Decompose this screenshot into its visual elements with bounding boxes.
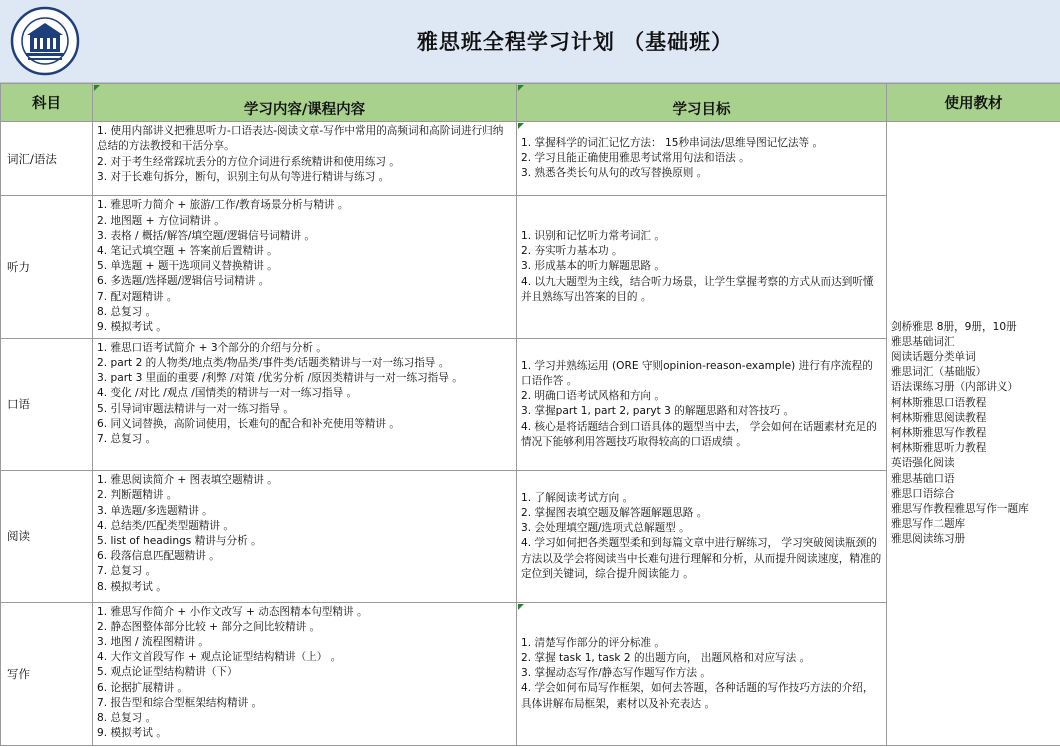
goal-line: 2. 夯实听力基本功 。 (521, 245, 623, 258)
content-line: 1. 雅思写作简介 + 小作文改写 + 动态图精本句型精讲 。 (97, 605, 368, 618)
book-item: 柯林斯雅思写作教程 (891, 426, 987, 439)
goal-line: 4. 核心是将话题结合到口语具体的题型当中去， 学会如何在话题素材充足的情况下能够利用答题技巧取得较高的口语成绩 。 (521, 420, 877, 448)
content-line: 9. 模拟考试 。 (97, 727, 167, 740)
content-line: 9. 模拟考试 。 (97, 320, 167, 333)
content-line: 2. 判断题精讲 。 (97, 489, 178, 502)
content-line: 1. 雅思口语考试简介 + 3个部分的介绍与分析 。 (97, 341, 327, 354)
university-seal-icon (10, 6, 80, 76)
book-item: 雅思词汇（基础版） (891, 366, 987, 379)
content-line: 7. 报告型和综合型框架结构精讲 。 (97, 696, 263, 709)
content-line: 4. 大作文首段写作 + 观点论证型结构精讲（上） 。 (97, 651, 342, 664)
content-line: 7. 总复习 。 (97, 432, 157, 445)
content-line: 3. 对于长难句拆分，断句，识别主句从句等进行精讲与练习 。 (97, 170, 390, 183)
goal-line: 3. 形成基本的听力解题思路 。 (521, 260, 665, 273)
table-row (1, 122, 1060, 196)
content-line: 5. 单选题 + 题干选项同义替换精讲 。 (97, 260, 278, 273)
book-item: 雅思写作教程雅思写作一题库 (891, 502, 1029, 515)
content-line: 3. 单选题/多选题精讲 。 (97, 504, 213, 517)
content-cell (93, 602, 517, 745)
content-line: 6. 多选题/选择题/逻辑信号词精讲 。 (97, 275, 270, 288)
goal-cell (517, 122, 887, 196)
book-item: 语法课练习册（内部讲义） (891, 381, 1019, 394)
content-line: 4. 变化 /对比 /观点 /国情类的精讲与一对一练习指导 。 (97, 387, 358, 400)
goal-line: 1. 识别和记忆听力常考词汇 。 (521, 230, 665, 243)
book-item: 雅思口语综合 (891, 487, 955, 500)
book-item: 柯林斯雅思阅读教程 (891, 411, 987, 424)
content-line: 7. 总复习 。 (97, 565, 157, 578)
study-plan-table (0, 83, 1060, 746)
goal-line: 3. 会处理填空题/选项式总解题型 。 (521, 522, 690, 535)
content-cell (93, 338, 517, 470)
books-cell (887, 122, 1060, 746)
goal-line: 3. 熟悉各类长句从句的改写替换原则 。 (521, 167, 708, 180)
content-line: 1. 使用内部讲义把雅思听力-口语表达-阅读文章-写作中常用的高频词和高阶词进行归纳总结的方法教授和干活分享。 (97, 125, 504, 153)
content-line: 4. 笔记式填空题 + 答案前后置精讲 。 (97, 244, 278, 257)
content-line: 8. 总复习 。 (97, 711, 157, 724)
goal-line: 4. 学习如何把各类题型柔和到每篇文章中进行解练习， 学习突破阅读瓶颈的方法以及学会将阅读当中长难句进行理解和分析，从而提升阅读速度，精准的定位到关键词，综合提升阅读能力 。 (521, 537, 882, 580)
column-header-books: 使用教材 (887, 84, 1060, 122)
column-header-content: 学习内容/课程内容 (93, 84, 517, 122)
content-line: 3. 表格 / 概括/解答/填空题/逻辑信号词精讲 。 (97, 229, 315, 242)
content-cell (93, 122, 517, 196)
table-header-row (1, 84, 1060, 122)
content-line: 2. part 2 的人物类/地点类/物品类/事件类/话题类精讲与一对一练习指导 。 (97, 356, 450, 369)
goal-line: 2. 学习且能正确使用雅思考试常用句法和语法 。 (521, 152, 750, 165)
goal-cell (517, 338, 887, 470)
content-line: 8. 模拟考试 。 (97, 580, 167, 593)
content-line: 6. 论据扩展精讲 。 (97, 681, 188, 694)
goal-line: 3. 掌握动态写作/静态写作题写作方法 。 (521, 667, 711, 680)
goal-line: 3. 掌握part 1, part 2, paryt 3 的解题思路和对答技巧 。 (521, 405, 795, 418)
content-cell (93, 196, 517, 338)
goal-cell (517, 196, 887, 338)
content-line: 5. 观点论证型结构精讲（下） (97, 666, 238, 679)
book-item: 柯林斯雅思口语教程 (891, 396, 987, 409)
goal-line: 2. 明确口语考试风格和方向 。 (521, 390, 665, 403)
goal-line: 4. 以九大题型为主线，结合听力场景，让学生掌握考察的方式从而达到听懂并且熟练写出答案的目的 。 (521, 275, 874, 303)
goal-line: 1. 学习并熟练运用 (ORE 守则opinion-reason-example) 进行有序流程的口语作答 。 (521, 359, 873, 388)
content-line: 1. 雅思听力简介 + 旅游/工作/教育场景分析与精讲 。 (97, 199, 349, 212)
subject-cell: 口语 (1, 338, 93, 470)
page-title: 雅思班全程学习计划 （基础班） (416, 30, 734, 54)
book-item: 剑桥雅思 8册，9册，10册 (891, 320, 1017, 333)
subject-cell: 阅读 (1, 471, 93, 602)
book-item: 英语强化阅读 (891, 457, 955, 470)
goal-line: 1. 清楚写作部分的评分标准 。 (521, 636, 665, 649)
column-header-subject: 科目 (1, 84, 93, 122)
content-cell (93, 471, 517, 602)
content-line: 5. list of headings 精讲与分析 。 (97, 534, 262, 547)
title-bar (0, 0, 1060, 83)
goal-line: 2. 掌握 task 1, task 2 的出题方向， 出题风格和对应写法 。 (521, 651, 811, 664)
book-item: 雅思写作二题库 (891, 518, 966, 531)
content-line: 2. 对于考生经常踩坑丢分的方位介词进行系统精讲和使用练习 。 (97, 155, 400, 168)
content-line: 8. 总复习 。 (97, 305, 157, 318)
content-line: 6. 段落信息匹配题精讲 。 (97, 550, 220, 563)
content-line: 2. 地图题 + 方位词精讲 。 (97, 214, 225, 227)
content-line: 7. 配对题精讲 。 (97, 290, 178, 303)
book-item: 雅思基础口语 (891, 472, 955, 485)
subject-cell: 写作 (1, 602, 93, 745)
content-line: 4. 总结类/匹配类型题精讲 。 (97, 519, 234, 532)
column-header-goal: 学习目标 (517, 84, 887, 122)
content-line: 1. 雅思阅读简介 + 图表填空题精讲 。 (97, 474, 278, 487)
book-item: 雅思阅读练习册 (891, 533, 966, 546)
book-item: 柯林斯雅思听力教程 (891, 442, 987, 455)
content-line: 3. 地图 / 流程图精讲 。 (97, 635, 209, 648)
goal-cell (517, 471, 887, 602)
content-line: 6. 同义词替换，高阶词使用，长难句的配合和补充使用等精讲 。 (97, 417, 400, 430)
content-line: 3. part 3 里面的重要 /利弊 /对策 /优劣分析 /原因类精讲与一对一练习指导 。 (97, 372, 463, 385)
goal-line: 4. 学会如何布局写作框架，如何去答题，各种话题的写作技巧方法的介绍，具体讲解布局框架，素材以及补充表达 。 (521, 682, 874, 710)
goal-line: 1. 了解阅读考试方向 。 (521, 491, 634, 504)
goal-line: 1. 掌握科学的词汇记忆方法： 15秒串词法/思维导图记忆法等 。 (521, 136, 824, 149)
goal-line: 2. 掌握图表填空题及解答题解题思路 。 (521, 506, 708, 519)
book-item: 阅读话题分类单词 (891, 350, 976, 363)
subject-cell: 词汇/语法 (1, 122, 93, 196)
content-line: 2. 静态图整体部分比较 + 部分之间比较精讲 。 (97, 620, 321, 633)
content-line: 5. 引导词审题法精讲与一对一练习指导 。 (97, 402, 294, 415)
book-item: 雅思基础词汇 (891, 335, 955, 348)
goal-cell (517, 602, 887, 745)
subject-cell: 听力 (1, 196, 93, 338)
